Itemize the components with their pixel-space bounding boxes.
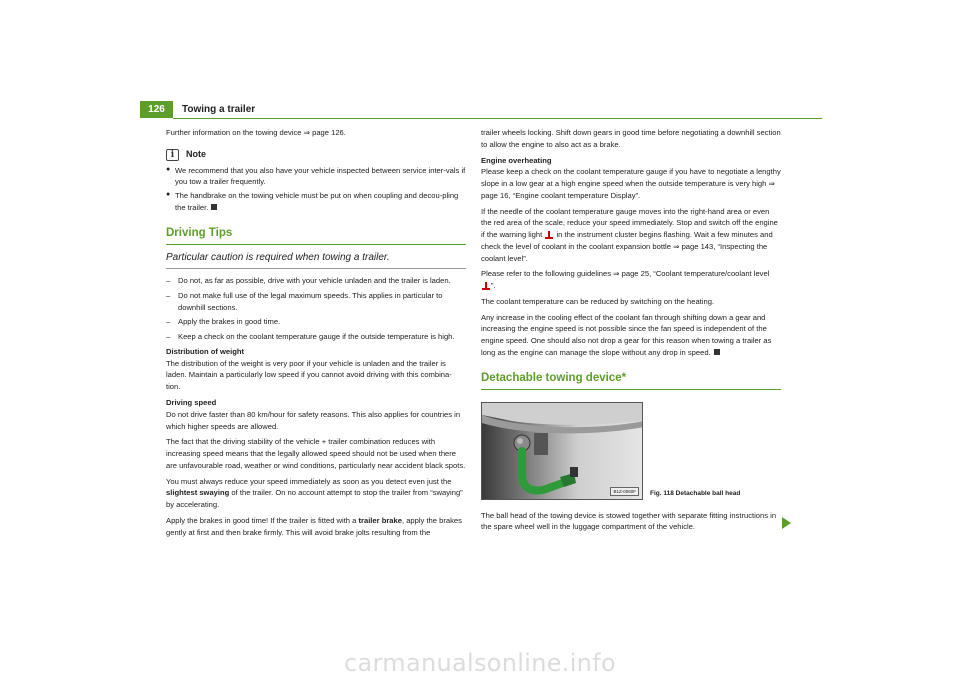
overheat-text-3: Please refer to the following guidelines ⇒ page 25, “Coolant temperature/coolant level ”. <box>481 269 770 291</box>
list-item: – Keep a check on the coolant temperature gauge if the outside temperature is high. <box>166 332 455 342</box>
header-rule <box>173 118 822 119</box>
page-link[interactable]: page 126. <box>309 128 346 137</box>
subheading-speed: Driving speed <box>166 397 217 407</box>
page-link[interactable]: page 16, “Engine coolant temperature Display”. <box>481 190 641 200</box>
subheading-overheating: Engine overheating <box>481 155 552 165</box>
figure-code: B1Z-0060F <box>610 487 639 496</box>
page-header <box>140 101 822 119</box>
note-title: Note <box>186 148 206 159</box>
watermark: carmanualsonline.info <box>344 649 616 677</box>
list-item: – Do not make full use of the legal maximum speeds. This applies in particular to downhill sections. <box>166 290 443 312</box>
speed-text-1: Do not drive faster than 80 km/hour for safety reasons. This also applies for countries in which higher speeds are allowed. <box>166 409 461 431</box>
section-lead: Particular caution is required when towing a trailer. <box>166 250 466 270</box>
section-end-icon <box>211 204 217 210</box>
section-heading-detachable: Detachable towing device* <box>481 370 781 390</box>
ball-head-illustration <box>482 403 643 500</box>
right-column <box>481 127 781 537</box>
brake-text: Apply the brakes in good time! If the trailer is fitted with a trailer brake, apply the brakes gently at first and then brake firmly. This will avoid brake jolts resulting from the <box>166 515 462 537</box>
section-heading-driving-tips: Driving Tips <box>166 225 466 245</box>
list-item: – Apply the brakes in good time. <box>166 317 281 327</box>
info-icon <box>166 149 179 161</box>
ball-head-figure <box>481 402 643 500</box>
page-link[interactable]: page 25, “Coolant temperature/coolant level <box>619 269 770 279</box>
overheat-text-5: Any increase in the cooling effect of the coolant fan through shifting down a gear and increasing the engine speed is not possible since the fan speed is independent of the engine speed. One should also not drop a gear for this reason when towing a trailer as long as the engine can manage the slope without any drop in speed. <box>481 312 772 358</box>
figure-caption: Fig. 118 Detachable ball head <box>650 489 741 497</box>
overheat-text-2: If the needle of the coolant temperature gauge moves into the right-hand area or even the red area of the scale, reduce your speed immediately. Stop and switch off the engine if the warning light in the instrument cluster begins flashing. Wait a few minutes and check the level of coolant in the coolant expansion bottle ⇒ page 143, “Inspecting the coolant level”. <box>481 206 778 263</box>
speed-text-2: The fact that the driving stability of the vehicle + trailer combination reduces with increasing speed means that the legally allowed speed should not be used when there are unfavourable road, weather or wind conditions, particularly near accident black spots. <box>166 437 466 470</box>
continued-text: trailer wheels locking. Shift down gears in good time before negotiating a downhill section to allow the engine to also act as a brake. <box>481 128 781 149</box>
ref-arrow: ⇒ <box>303 128 310 137</box>
coolant-warning-icon <box>544 231 554 239</box>
weight-text: The distribution of the weight is very poor if your vehicle is unladen and the trailer is laden. Maintain a particularly low speed if you cannot avoid driving with this combina-tion. <box>166 358 452 392</box>
ref-arrow: ⇒ <box>613 269 620 279</box>
subheading-weight: Distribution of weight <box>166 346 245 356</box>
page-title: Towing a trailer <box>182 104 256 115</box>
figure-block <box>481 402 781 500</box>
coolant-warning-icon <box>481 282 491 290</box>
ref-arrow: ⇒ <box>673 241 680 251</box>
bullet-icon: ● <box>166 165 171 173</box>
note-bullet: ● We recommend that you also have your vehicle inspected between service inter-vals if you tow a trailer frequently. <box>166 165 466 187</box>
page-link[interactable]: page 143, “Inspecting the coolant level”. <box>481 241 768 263</box>
overheat-text-1: Please keep a check on the coolant temperature gauge if you have to negotiate a lengthy slope in a low gear at a high engine speed when the outside temperature is very high ⇒ page 16, “Engine coolant temperature Display”. <box>481 167 781 200</box>
bullet-icon: ● <box>166 191 171 199</box>
next-page-arrow-icon[interactable] <box>782 517 791 529</box>
list-item: – Do not, as far as possible, drive with your vehicle unladen and the trailer is laden. <box>166 276 451 286</box>
overheat-text-4: The coolant temperature can be reduced by switching on the heating. <box>481 296 715 306</box>
page-number: 126 <box>140 101 173 118</box>
ref-arrow: ⇒ <box>768 179 775 189</box>
sway-text: You must always reduce your speed immediately as soon as you detect even just the slightest swaying of the trailer. On no account attempt to stop the trailer from “swaying” by accelerating. <box>166 476 463 510</box>
note-bullet: ● The handbrake on the towing vehicle must be put on when coupling and decou-pling the trailer. <box>166 191 459 212</box>
detach-text: The ball head of the towing device is stowed together with separate fitting instructions in the spare wheel well in the luggage compartment of the vehicle. <box>481 510 777 532</box>
section-end-icon <box>714 349 720 355</box>
note-header <box>166 148 466 162</box>
intro-text: Further information on the towing device ⇒ page 126. <box>166 128 346 137</box>
left-column <box>166 127 466 542</box>
